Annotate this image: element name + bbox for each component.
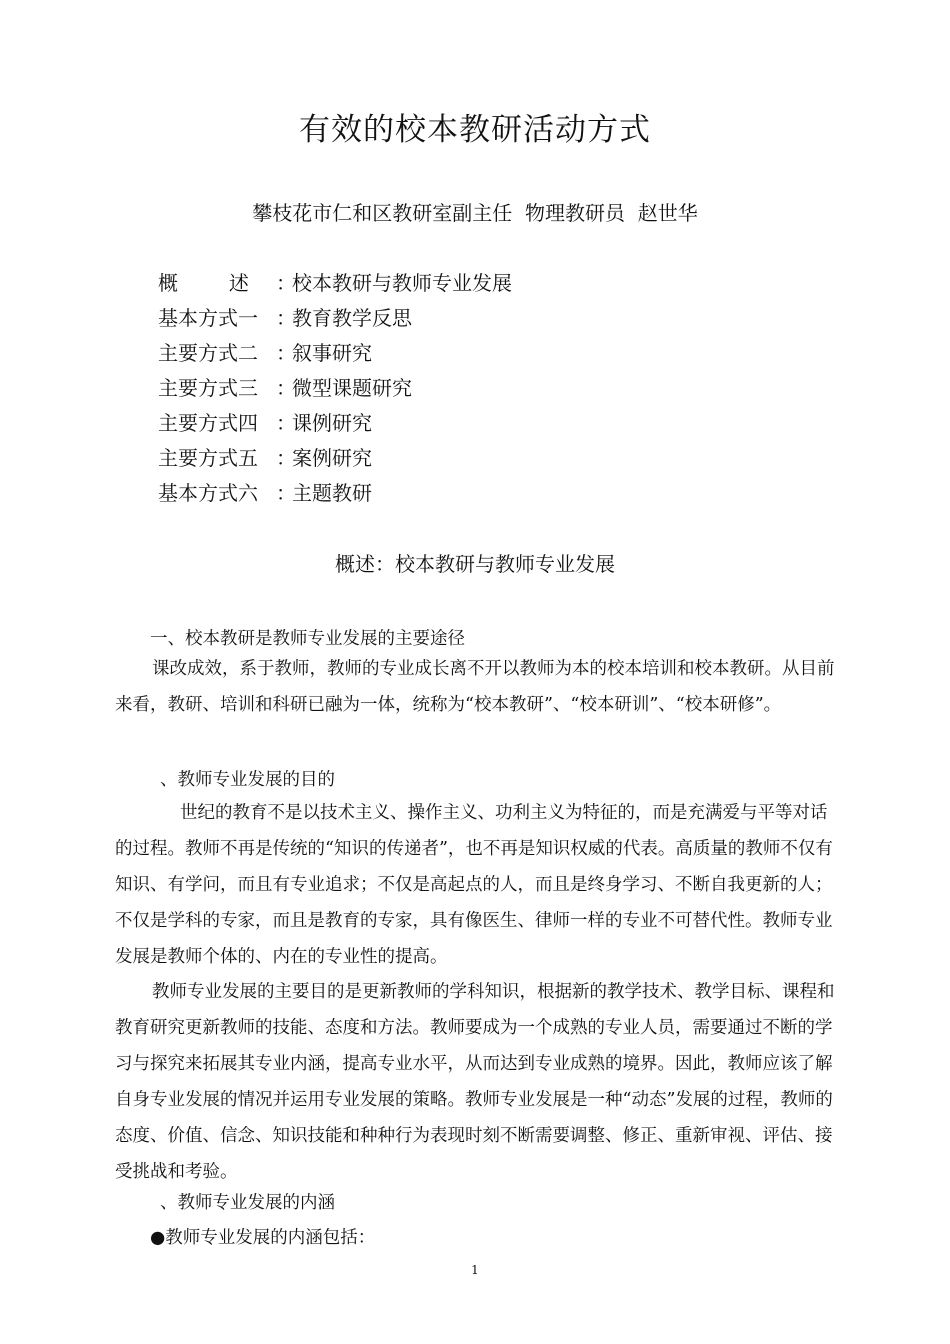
toc-item-label: 主要方式三	[158, 376, 258, 400]
toc-item	[158, 441, 512, 476]
toc-item	[158, 266, 512, 301]
author-line: 攀枝花市仁和区教研室副主任 物理教研员 赵世华	[252, 201, 698, 225]
page-number: 1	[471, 1263, 479, 1277]
toc-item-text: 微型课题研究	[292, 376, 412, 400]
paragraph-2	[115, 795, 840, 975]
section-heading: 概述：校本教研与教师专业发展	[335, 552, 615, 576]
toc-item	[158, 406, 512, 441]
toc-item	[158, 371, 512, 406]
toc-colon: ：	[276, 481, 296, 505]
toc-item-text: 教育教学反思	[292, 306, 412, 330]
toc-colon: ：	[276, 446, 296, 470]
subheading-3: 、教师专业发展的内涵	[160, 1193, 335, 1213]
toc-item-text: 叙事研究	[292, 341, 372, 365]
paragraph-1	[115, 651, 840, 723]
toc-colon: ：	[276, 341, 296, 365]
toc-item	[158, 336, 512, 371]
toc-item-text: 课例研究	[292, 411, 372, 435]
toc-item-text: 案例研究	[292, 446, 372, 470]
toc-item-label: 基本方式一	[158, 306, 258, 330]
document-title: 有效的校本教研活动方式	[299, 112, 651, 148]
toc-colon: ：	[276, 376, 296, 400]
subheading-2: 、教师专业发展的目的	[160, 770, 335, 790]
paragraph-2-text: 世纪的教育不是以技术主义、操作主义、功利主义为特征的，而是充满爱与平等对话的过程。教师不再是传统的“知识的传递者”，也不再是知识权威的代表。高质量的教师不仅有知识、有学问，而且有专业追求；不仅是高起点的人，而且是终身学习、不断自我更新的人；不仅是学科的专家，而且是教育的专家，具有像医生、律师一样的专业不可替代性。教师专业发展是教师个体的、内在的专业性的提高。	[115, 803, 833, 967]
bullet-line: ●教师专业发展的内涵包括：	[150, 1228, 376, 1248]
toc-item-label: 主要方式四	[158, 411, 258, 435]
toc-item	[158, 301, 512, 336]
toc-item-label: 主要方式二	[158, 341, 258, 365]
toc-item	[158, 476, 512, 511]
toc-colon: ：	[276, 411, 296, 435]
subheading-1: 一、校本教研是教师专业发展的主要途径	[150, 629, 465, 649]
paragraph-3-text: 教师专业发展的主要目的是更新教师的学科知识，根据新的教学技术、教学目标、课程和教育研究更新教师的技能、态度和方法。教师要成为一个成熟的专业人员，需要通过不断的学习与探究来拓展其专业内涵，提高专业水平，从而达到专业成熟的境界。因此，教师应该了解自身专业发展的情况并运用专业发展的策略。教师专业发展是一种“动态”发展的过程，教师的态度、价值、信念、知识技能和种种行为表现时刻不断需要调整、修正、重新审视、评估、接受挑战和考验。	[115, 982, 835, 1182]
toc-item-text: 主题教研	[292, 481, 372, 505]
toc-colon: ：	[276, 306, 296, 330]
table-of-contents	[158, 266, 512, 511]
paragraph-1-text: 课改成效，系于教师，教师的专业成长离不开以教师为本的校本培训和校本教研。从目前来看，教研、培训和科研已融为一体，统称为“校本教研”、“校本研训”、“校本研修”。	[115, 659, 835, 715]
paragraph-3	[115, 974, 840, 1190]
toc-item-label: 主要方式五	[158, 446, 258, 470]
toc-item-text: 校本教研与教师专业发展	[292, 271, 512, 295]
toc-item-label: 基本方式六	[158, 481, 258, 505]
toc-colon: ：	[276, 271, 296, 295]
toc-item-label: 概 述	[158, 271, 249, 295]
